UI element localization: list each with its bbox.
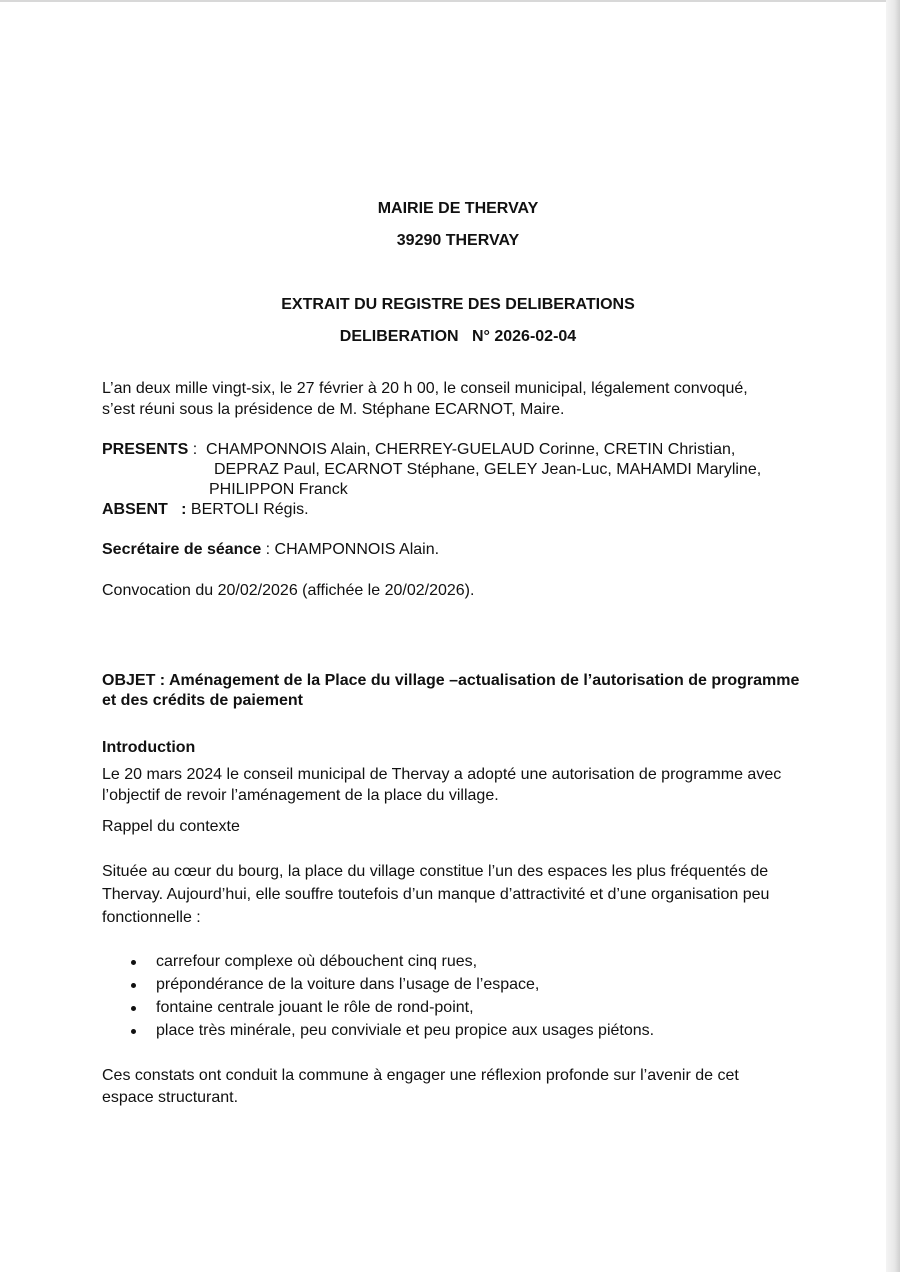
absent-value: BERTOLI Régis. (186, 501, 309, 518)
absent-label: ABSENT : (102, 501, 187, 518)
list-item-text: prépondérance de la voiture dans l’usage de l’espace, (156, 976, 540, 993)
secretary-value: : CHAMPONNOIS Alain. (261, 541, 440, 558)
presents-line-2: DEPRAZ Paul, ECARNOT Stéphane, GELEY Jean-Luc, MAHAMDI Maryline, (214, 461, 762, 478)
conclusion-line-1: Ces constats ont conduit la commune à engager une réflexion profonde sur l’avenir de cet (102, 1067, 739, 1084)
secretary-row (102, 540, 439, 560)
bullet-icon (131, 960, 136, 965)
context-line-3: fonctionnelle : (102, 909, 201, 926)
scan-edge-top (0, 0, 888, 2)
intro-line-1: L’an deux mille vingt-six, le 27 février à 20 h 00, le conseil municipal, légalement convoqué, (102, 380, 748, 397)
constats-list (102, 952, 654, 1044)
objet-line-2: et des crédits de paiement (102, 692, 303, 709)
list-item (102, 952, 654, 975)
scan-edge-right (886, 0, 900, 1272)
context-line-2: Thervay. Aujourd’hui, elle souffre toutefois d’un manque d’attractivité et d’une organisation peu (102, 886, 770, 903)
context-line-1: Située au cœur du bourg, la place du village constitue l’un des espaces les plus fréquentés de (102, 863, 769, 880)
presents-separator: : (188, 441, 207, 458)
list-item (102, 1021, 654, 1044)
list-item-text: carrefour complexe où débouchent cinq rues, (156, 953, 478, 970)
list-item-text: place très minérale, peu conviviale et peu propice aux usages piétons. (156, 1022, 655, 1039)
presents-line-3: PHILIPPON Franck (209, 481, 348, 498)
objet-line-1: OBJET : Aménagement de la Place du village –actualisation de l’autorisation de programme (102, 672, 800, 689)
presents-label: PRESENTS (102, 441, 189, 458)
introduction-line-2: l’objectif de revoir l’aménagement de la place du village. (102, 787, 499, 804)
bullet-icon (131, 1029, 136, 1034)
presents-line-1: CHAMPONNOIS Alain, CHERREY-GUELAUD Corinne, CRETIN Christian, (206, 441, 736, 458)
presents-row (102, 440, 735, 460)
introduction-line-1: Le 20 mars 2024 le conseil municipal de Thervay a adopté une autorisation de programme avec (102, 766, 782, 783)
mairie-title: MAIRIE DE THERVAY (377, 200, 539, 217)
list-item (102, 998, 654, 1021)
mairie-address: 39290 THERVAY (396, 232, 520, 249)
bullet-icon (131, 1006, 136, 1011)
deliberation-number: DELIBERATION N° 2026-02-04 (339, 328, 577, 345)
registry-title: EXTRAIT DU REGISTRE DES DELIBERATIONS (281, 296, 635, 313)
convocation: Convocation du 20/02/2026 (affichée le 20/02/2026). (102, 582, 475, 599)
rappel-contexte: Rappel du contexte (102, 818, 240, 835)
intro-line-2: s’est réuni sous la présidence de M. Stéphane ECARNOT, Maire. (102, 401, 565, 418)
list-item-text: fontaine centrale jouant le rôle de rond-point, (156, 999, 474, 1016)
secretary-label: Secrétaire de séance (102, 541, 262, 558)
absent-row (102, 500, 309, 520)
list-item (102, 975, 654, 998)
bullet-icon (131, 983, 136, 988)
introduction-heading: Introduction (102, 739, 196, 756)
conclusion-line-2: espace structurant. (102, 1089, 239, 1106)
